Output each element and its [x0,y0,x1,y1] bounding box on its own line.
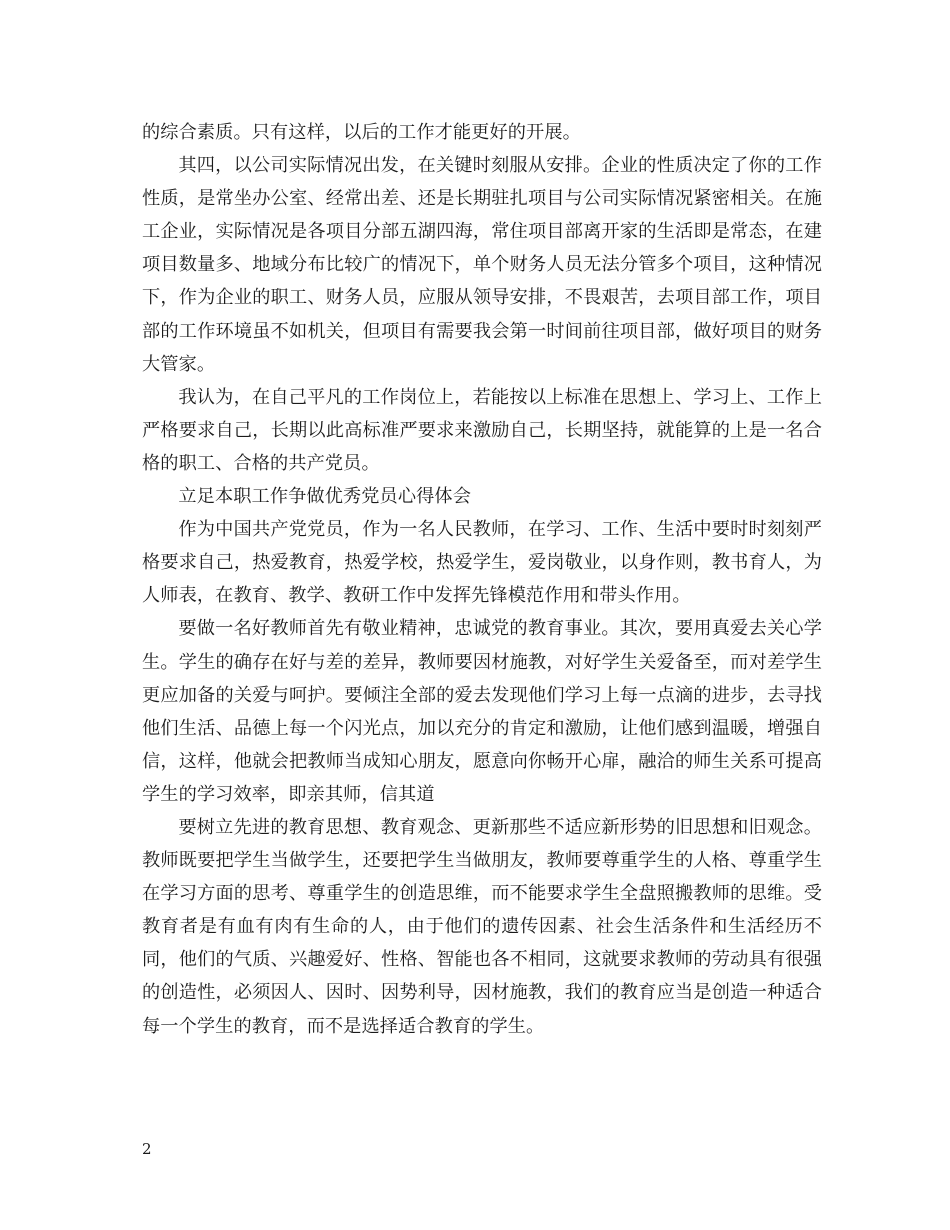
paragraph: 要树立先进的教育思想、教育观念、更新那些不适应新形势的旧思想和旧观念。教师既要把学生当做学生，还要把学生当做朋友，教师要尊重学生的人格、尊重学生在学习方面的思考、尊重学生的创造思维，而不能要求学生全盘照搬教师的思维。受教育者是有血有肉有生命的人，由于他们的遗传因素、社会生活条件和生活经历不同，他们的气质、兴趣爱好、性格、智能也各不相同，这就要求教师的劳动具有很强的创造性，必须因人、因时、因势利导，因材施教，我们的教育应当是创造一种适合每一个学生的教育，而不是选择适合教育的学生。 [142,816,822,1037]
paragraph: 要做一名好教师首先有敬业精神，忠诚党的教育事业。其次，要用真爱去关心学生。学生的确存在好与差的差异，教师要因材施教，对好学生关爱备至，而对差学生更应加备的关爱与呵护。要倾注全部的爱去发现他们学习上每一点滴的进步，去寻找他们生活、品德上每一个闪光点，加以充分的肯定和激励，让他们感到温暖，增强自信，这样，他就会把教师当成知心朋友，愿意向你畅开心扉，融洽的师生关系可提高学生的学习效率，即亲其师，信其道 [142,618,822,805]
paragraph: 的综合素质。只有这样，以后的工作才能更好的开展。 [142,122,581,143]
paragraph: 其四，以公司实际情况出发，在关键时刻服从安排。企业的性质决定了你的工作性质，是常坐办公室、经常出差、还是长期驻扎项目与公司实际情况紧密相关。在施工企业，实际情况是各项目分部五湖四海，常住项目部离开家的生活即是常态，在建项目数量多、地域分布比较广的情况下，单个财务人员无法分管多个项目，这种情况下，作为企业的职工、财务人员，应服从领导安排，不畏艰苦，去项目部工作，项目部的工作环境虽不如机关，但项目有需要我会第一时间前往项目部，做好项目的财务大管家。 [142,155,822,375]
paragraph: 作为中国共产党党员，作为一名人民教师，在学习、工作、生活中要时时刻刻严格要求自己，热爱教育，热爱学校，热爱学生，爱岗敬业，以身作则，教书育人，为人师表，在教育、教学、教研工作中发挥先锋模范作用和带头作用。 [142,519,822,607]
body-text [142,116,822,1043]
page-number: 2 [142,1140,152,1158]
paragraph: 我认为，在自己平凡的工作岗位上，若能按以上标准在思想上、学习上、工作上严格要求自己，长期以此高标准严要求来激励自己，长期坚持，就能算的上是一名合格的职工、合格的共产党员。 [142,386,822,474]
section-heading: 立足本职工作争做优秀党员心得体会 [178,486,471,508]
